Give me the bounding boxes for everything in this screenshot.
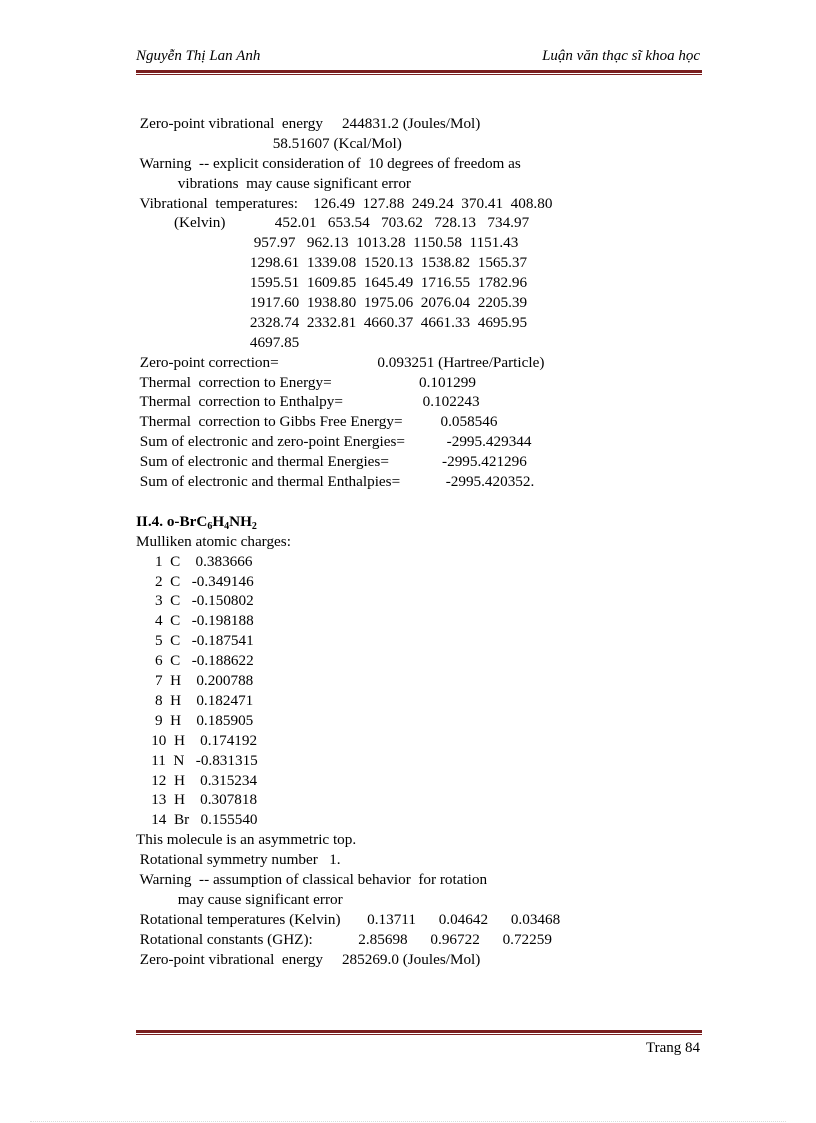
output-line: 10 H 0.174192 [136,731,258,749]
output-line: 2 C -0.349146 [136,572,254,590]
page-bottom-border [30,1121,786,1122]
vibrational-output-block [136,114,716,492]
output-line: 1917.60 1938.80 1975.06 2076.04 2205.39 [136,294,528,312]
output-line: 1595.51 1609.85 1645.49 1716.55 1782.96 [136,274,528,292]
formula-part-1: o-BrC [166,512,208,530]
output-line: 8 H 0.182471 [136,691,254,709]
output-line: 12 H 0.315234 [136,771,258,789]
output-line: Rotational temperatures (Kelvin) 0.13711 0.04642 0.03468 [136,910,561,928]
section-number: II.4. [136,512,164,530]
output-line: 11 N -0.831315 [136,751,258,769]
output-line: This molecule is an asymmetric top. [136,831,357,849]
footer-rule-thick [136,1030,702,1033]
output-line: 4697.85 [136,333,300,351]
header-document-title: Luận văn thạc sĩ khoa học [542,48,700,64]
output-line: Warning -- explicit consideration of 10 degrees of freedom as [136,154,521,172]
output-line: Zero-point vibrational energy 244831.2 (Joules/Mol) [136,115,481,132]
output-line: 6 C -0.188622 [136,652,254,670]
output-line: 13 H 0.307818 [136,791,258,809]
output-line: 7 H 0.200788 [136,672,254,690]
section-heading [136,512,716,532]
output-line: 14 Br 0.155540 [136,811,258,829]
output-line: vibrations may cause significant error [136,174,411,192]
page-number: Trang 84 [645,1040,700,1056]
output-line: Rotational constants (GHZ): 2.85698 0.96722 0.72259 [136,930,552,948]
footer-rule-thin [136,1034,702,1035]
output-line: Thermal correction to Energy= 0.101299 [136,373,476,391]
output-line: Warning -- assumption of classical behavior for rotation [136,870,488,888]
output-line: 9 H 0.185905 [136,711,254,729]
output-line: 957.97 962.13 1013.28 1150.58 1151.43 [136,234,519,252]
section-gap [136,492,716,512]
page-header [136,48,700,70]
output-line: (Kelvin) 452.01 653.54 703.62 728.13 734.97 [136,214,530,232]
output-line: 2328.74 2332.81 4660.37 4661.33 4695.95 [136,313,528,331]
output-line: Vibrational temperatures: 126.49 127.88 249.24 370.41 408.80 [136,194,553,212]
output-line: 3 C -0.150802 [136,592,254,610]
formula-sub-1: 6 [207,520,213,532]
output-line: 1 C 0.383666 [136,552,253,570]
output-line: Zero-point correction= 0.093251 (Hartree/Particle) [136,353,545,371]
mulliken-output-block [136,532,716,970]
header-rule-thin [136,74,702,75]
output-line: Sum of electronic and thermal Enthalpies= -2995.420352. [136,473,535,491]
formula-part-2: H [212,512,225,530]
output-line: Sum of electronic and zero-point Energies= -2995.429344 [136,433,532,451]
output-line: Mulliken atomic charges: [136,532,291,550]
formula-sub-2: 4 [224,520,230,532]
formula-sub-3: 2 [251,520,257,532]
output-line: 4 C -0.198188 [136,612,254,630]
output-line: may cause significant error [136,890,343,908]
output-line: Sum of electronic and thermal Energies= -2995.421296 [136,453,527,471]
page-body [136,114,716,969]
output-line: Thermal correction to Enthalpy= 0.102243 [136,393,480,411]
output-line: Thermal correction to Gibbs Free Energy= 0.058546 [136,413,498,431]
output-line: Rotational symmetry number 1. [136,851,341,869]
output-line: Zero-point vibrational energy 285269.0 (Joules/Mol) [136,950,481,968]
header-rule-thick [136,70,702,73]
header-author: Nguyễn Thị Lan Anh [136,48,261,64]
output-line: 5 C -0.187541 [136,632,254,650]
output-line: 1298.61 1339.08 1520.13 1538.82 1565.37 [136,254,528,272]
formula-part-3: NH [229,512,252,530]
output-line: 58.51607 (Kcal/Mol) [136,134,402,152]
